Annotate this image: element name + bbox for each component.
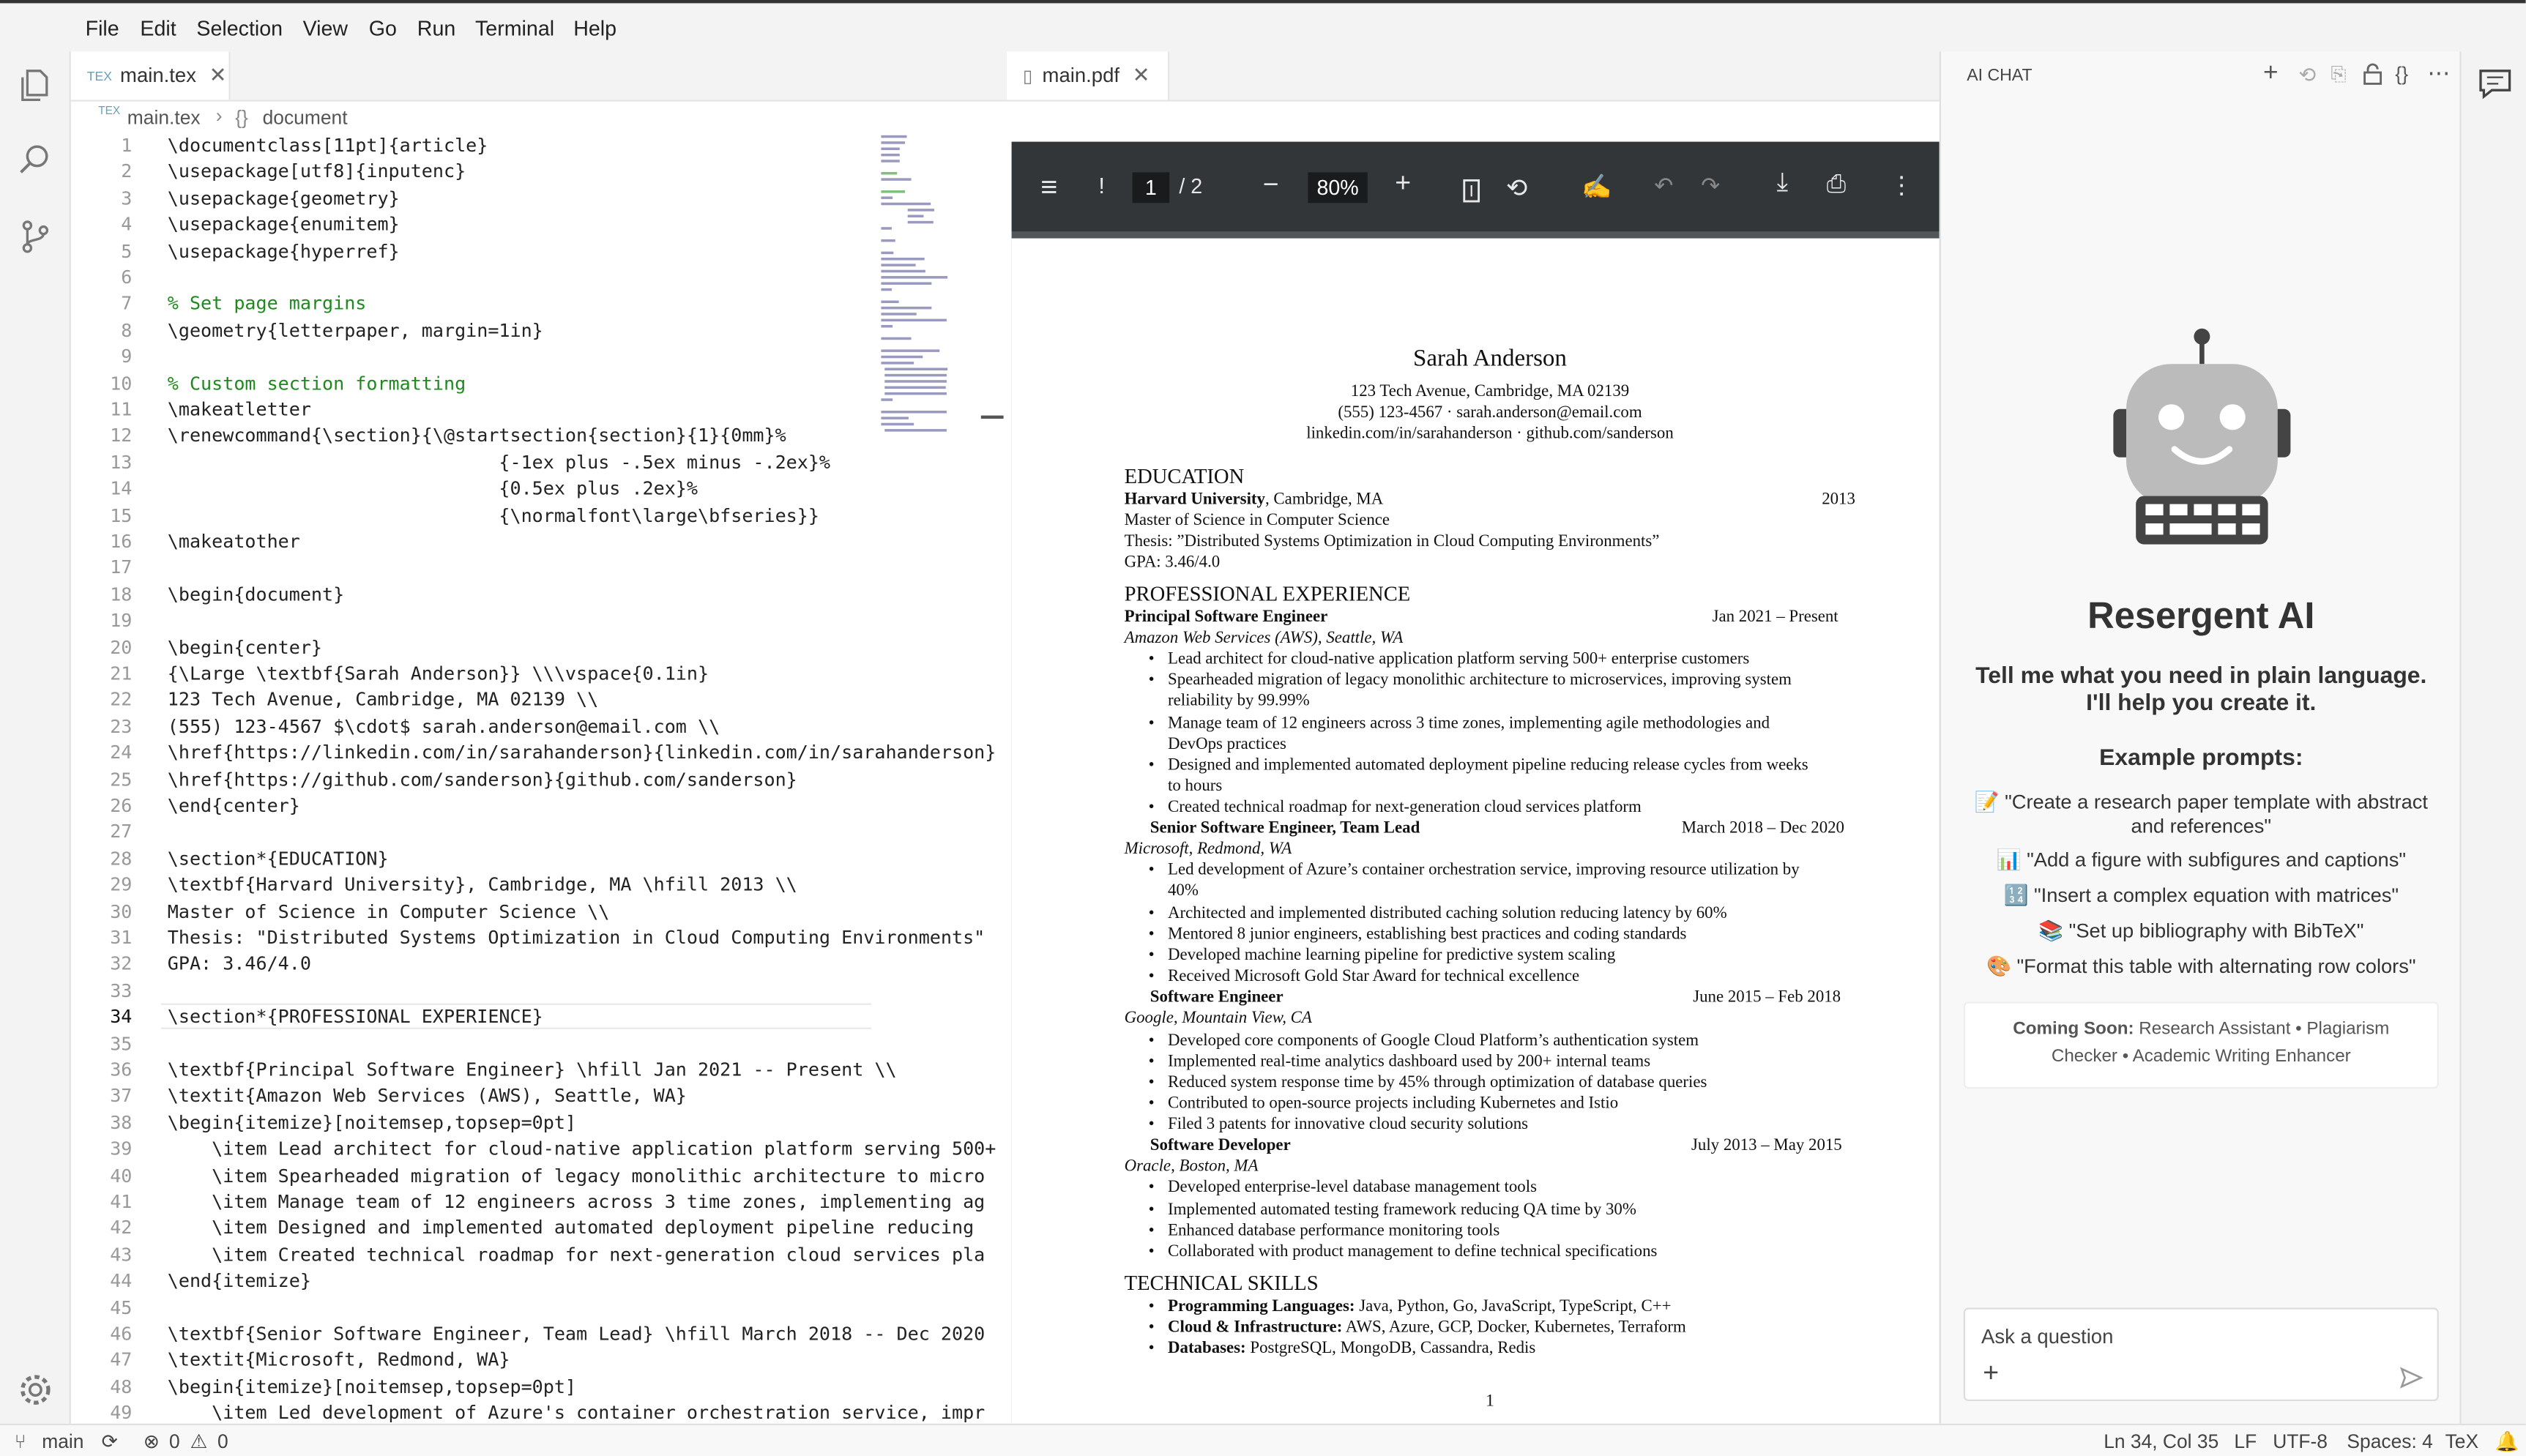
job-title: Principal Software Engineer [1124, 608, 1328, 627]
encoding[interactable]: UTF-8 [2273, 1430, 2328, 1453]
minimap-line [881, 270, 925, 273]
sync-icon[interactable]: ⟳ [101, 1430, 118, 1453]
coming-soon-line-2: Checker • Academic Writing Enhancer [2051, 1047, 2351, 1067]
menu-view[interactable]: View [302, 16, 349, 40]
code-line[interactable]: \item Led development of Azure's container orchestration service, impr [167, 1401, 986, 1425]
minimap-line [881, 203, 931, 206]
line-number: 8 [121, 318, 133, 341]
job-bullet: • Mentored 8 junior engineers, establishing best practices and coding standards [1168, 926, 1686, 944]
chevron-right-icon: › [215, 105, 223, 127]
edu-school: Harvard University [1124, 491, 1265, 509]
code-line[interactable]: \begin{itemize}[noitemsep,topsep=0pt] [167, 1375, 577, 1398]
line-number: 13 [110, 450, 133, 474]
job-bullet: • Reduced system response time by 45% through optimization of database queries [1168, 1074, 1707, 1091]
example-prompt-research-paper[interactable]: 📝 "Create a research paper template with abstract [1974, 791, 2428, 813]
menu-go[interactable]: Go [368, 16, 397, 40]
coming-soon-text: Research Assistant • Plagiarism [2134, 1019, 2390, 1039]
job-dates: Jan 2021 – Present [1712, 608, 1838, 627]
code-line[interactable]: GPA: 3.46/4.0 [167, 952, 311, 975]
job-bullet-continuation: reliability by 99.99% [1168, 692, 1310, 711]
new-chat-icon[interactable]: + [2263, 59, 2279, 87]
line-number: 18 [110, 582, 133, 605]
history-icon[interactable]: ⟲ [2298, 62, 2317, 87]
line-number: 31 [110, 926, 133, 949]
minimap-line [881, 319, 947, 322]
code-line[interactable]: \textbf{Senior Software Engineer, Team Lead} \hfill March 2018 -- Dec 2020 [167, 1322, 986, 1345]
send-icon[interactable] [2400, 1367, 2423, 1389]
example-prompt-bibliography[interactable]: 📚 "Set up bibliography with BibTeX" [2038, 919, 2364, 942]
job-bullet: • Contributed to open-source projects including Kubernetes and Istio [1168, 1095, 1618, 1113]
edu-degree: Master of Science in Computer Science [1124, 512, 1390, 530]
job-bullet: • Developed enterprise-level database management tools [1168, 1179, 1537, 1196]
menu-file[interactable]: File [85, 16, 119, 40]
line-number: 22 [110, 688, 133, 712]
line-number: 43 [110, 1242, 133, 1266]
language-mode[interactable]: TeX [2445, 1430, 2479, 1453]
tab-label: main.tex [120, 64, 196, 87]
branch-name[interactable]: main [42, 1430, 84, 1453]
search-icon[interactable] [16, 140, 55, 179]
code-line[interactable]: {\normalfont\large\bfseries}} [167, 503, 819, 526]
code-line[interactable]: \href{https://linkedin.com/in/sarahanderson}{linkedin.com/in/sarahanderson} [167, 741, 996, 764]
code-line[interactable]: % Set page margins [167, 292, 367, 315]
job-bullet: • Filed 3 patents for innovative cloud security solutions [1168, 1116, 1528, 1134]
minimap-line [881, 252, 893, 255]
line-number: 10 [110, 371, 133, 395]
editor-pane [71, 51, 1007, 1423]
error-icon[interactable]: ⊗ [143, 1430, 160, 1453]
skill-line [1168, 1319, 1686, 1337]
skill-value: AWS, Azure, GCP, Docker, Kubernetes, Terraform [1342, 1318, 1686, 1337]
download-icon[interactable]: ⤓ [1776, 169, 1789, 197]
minimap-line [881, 313, 916, 316]
line-number: 44 [110, 1269, 133, 1292]
line-number: 27 [110, 820, 133, 843]
examples-heading: Example prompts: [2099, 745, 2303, 772]
code-line[interactable]: \section*{PROFESSIONAL EXPERIENCE} [167, 1005, 543, 1028]
page-number-input[interactable]: 1 [1133, 172, 1170, 203]
code-line[interactable]: \usepackage{enumitem} [167, 212, 400, 236]
line-number: 20 [110, 635, 133, 658]
minimap-line [881, 264, 915, 266]
status-bar [0, 1424, 2526, 1456]
line-number: 49 [110, 1401, 133, 1425]
job-bullet: • Collaborated with product management to define technical specifications [1168, 1243, 1657, 1261]
menu-run[interactable]: Run [417, 16, 456, 40]
pdf-viewer-pane [1007, 51, 1940, 1423]
page-number: 1 [1486, 1393, 1494, 1411]
skill-line [1168, 1340, 1535, 1357]
tab-main-pdf[interactable] [1007, 51, 1169, 100]
edu-year: 2013 [1822, 491, 1855, 509]
pdf-toolbar [1012, 142, 1940, 232]
job-bullet-continuation: 40% [1168, 882, 1199, 900]
minimap-line [884, 387, 945, 389]
tex-file-icon: TEX [86, 68, 113, 83]
branch-icon: ⑂ [14, 1430, 26, 1453]
minimap-line [881, 172, 897, 175]
more-icon[interactable]: ⋯ [2427, 59, 2451, 86]
job-bullet: • Created technical roadmap for next-generation cloud services platform [1168, 799, 1642, 816]
line-number: 40 [110, 1163, 133, 1187]
coming-soon-label: Coming Soon: [2013, 1019, 2134, 1039]
minimap-line [881, 307, 931, 310]
example-prompt-research-paper-cont[interactable]: and references" [2131, 815, 2272, 837]
page-total: / 2 [1179, 173, 1203, 198]
chat-input[interactable]: Ask a question [1981, 1325, 2114, 1348]
scrollbar-thumb[interactable] [981, 416, 1004, 419]
code-line[interactable]: \begin{document} [167, 582, 345, 605]
line-number: 30 [110, 899, 133, 922]
code-line[interactable]: \begin{center} [167, 635, 323, 658]
line-number: 14 [110, 477, 133, 500]
edu-school-line [1125, 491, 1384, 509]
job-dates: June 2015 – Feb 2018 [1693, 988, 1841, 1007]
example-prompt-table[interactable]: 🎨 "Format this table with alternating row colors" [1986, 955, 2416, 978]
chat-header: AI CHAT [1967, 66, 2033, 86]
indentation[interactable]: Spaces: 4 [2347, 1430, 2433, 1453]
line-number: 17 [110, 556, 133, 579]
minimap-line [881, 417, 909, 419]
zoom-out-icon[interactable]: − [1262, 169, 1279, 200]
minimap[interactable] [873, 132, 1007, 438]
job-title: Software Developer [1150, 1137, 1291, 1155]
job-dates: March 2018 – Dec 2020 [1681, 819, 1844, 837]
minimap-line [908, 214, 924, 217]
editor-tab-bar [71, 51, 1007, 101]
line-number: 3 [121, 186, 133, 209]
skill-label: Cloud & Infrastructure: [1168, 1318, 1343, 1337]
code-line[interactable]: \makeatother [167, 529, 300, 553]
line-number: 42 [110, 1216, 133, 1239]
code-line[interactable]: (555) 123-4567 $\cdot$ sarah.anderson@email.com \\ [167, 714, 720, 738]
rotate-icon[interactable]: ⟲ [1506, 175, 1528, 204]
menu-help[interactable]: Help [573, 16, 617, 40]
line-number: 35 [110, 1031, 133, 1055]
job-bullet-continuation: DevOps practices [1168, 736, 1286, 754]
skill-value: PostgreSQL, MongoDB, Cassandra, Redis [1245, 1340, 1536, 1358]
export-icon[interactable]: ⎘ [2331, 62, 2347, 86]
minimap-line [884, 367, 947, 370]
minimap-line [908, 221, 934, 224]
code-line[interactable]: \end{itemize} [167, 1269, 311, 1292]
line-number: 37 [110, 1084, 133, 1108]
job-bullet: • Developed machine learning pipeline for predictive system scaling [1168, 947, 1615, 965]
line-number: 48 [110, 1375, 133, 1398]
assistant-title: Resergent AI [2087, 594, 2315, 636]
fit-page-icon[interactable] [1463, 179, 1480, 203]
line-number: 28 [110, 846, 133, 870]
minimap-line [881, 337, 911, 340]
code-line[interactable]: \item Lead architect for cloud-native application platform serving 500+ [167, 1137, 996, 1160]
job-bullet: • Implemented real-time analytics dashboard used by 200+ internal teams [1168, 1053, 1650, 1071]
menu-selection[interactable]: Selection [196, 16, 283, 40]
line-number: 15 [110, 503, 133, 526]
breadcrumb [71, 102, 1007, 134]
close-tab-icon[interactable]: ✕ [209, 62, 227, 87]
warning-icon[interactable]: ⚠ [190, 1430, 208, 1453]
line-number: 36 [110, 1058, 133, 1081]
menu-bar [0, 0, 2526, 51]
job-company: Oracle, Boston, MA [1124, 1157, 1259, 1176]
code-line[interactable]: {-1ex plus -.5ex minus -.2ex}% [167, 450, 831, 474]
minimap-line [881, 349, 939, 352]
minimap-line [881, 239, 895, 242]
minimap-line [881, 141, 905, 144]
close-tab-icon[interactable]: ✕ [1132, 62, 1150, 87]
minimap-line [881, 160, 899, 163]
minimap-line [881, 190, 905, 193]
print-icon[interactable]: ⎙ [1826, 171, 1847, 198]
line-number: 23 [110, 714, 133, 738]
code-line[interactable]: {\Large \textbf{Sarah Anderson}} \\\vspace{0.1in} [167, 662, 709, 684]
cursor-position[interactable]: Ln 34, Col 35 [2104, 1430, 2219, 1453]
chat-bubble-icon[interactable] [2478, 67, 2513, 100]
resume-name: Sarah Anderson [1413, 346, 1567, 373]
minimap-line [881, 154, 899, 157]
line-number: 6 [121, 266, 133, 288]
line-number: 4 [121, 212, 133, 236]
annotate-pen-icon[interactable]: ✍ [1581, 173, 1612, 201]
line-ending[interactable]: LF [2234, 1430, 2257, 1453]
job-dates: July 2013 – May 2015 [1691, 1137, 1842, 1155]
code-line[interactable]: \usepackage{geometry} [167, 186, 400, 209]
line-number: 12 [110, 424, 133, 447]
hamburger-menu-icon[interactable]: ≡ [1040, 171, 1058, 204]
line-number: 32 [110, 952, 133, 975]
skill-label: Programming Languages: [1168, 1298, 1355, 1316]
minimap-line [881, 135, 906, 138]
code-line[interactable]: \makeatletter [167, 397, 311, 421]
line-number: 24 [110, 741, 133, 764]
line-number: 1 [121, 133, 133, 157]
tagline-line-2: I'll help you create it. [2086, 690, 2317, 717]
line-number: 34 [110, 1005, 133, 1028]
minimap-line [908, 209, 934, 212]
braces-icon[interactable]: {} [2395, 62, 2409, 86]
tab-label: main.pdf [1042, 64, 1120, 87]
job-bullet: • Enhanced database performance monitoring tools [1168, 1222, 1499, 1240]
tex-file-icon: TEX [98, 106, 121, 118]
resume-contact: (555) 123-4567 · sarah.anderson@email.com [1338, 404, 1642, 422]
robot-icon [2110, 329, 2294, 549]
undo-icon[interactable]: ↶ [1654, 172, 1674, 198]
minimap-line [881, 325, 893, 328]
minimap-line [884, 380, 947, 383]
line-number: 5 [121, 239, 133, 262]
minimap-line [881, 362, 914, 365]
line-number: 39 [110, 1137, 133, 1160]
job-title: Senior Software Engineer, Team Lead [1150, 819, 1420, 837]
minimap-line [881, 227, 892, 230]
minimap-line [884, 374, 947, 377]
code-line[interactable]: \usepackage{hyperref} [167, 239, 400, 262]
notification-bell-icon[interactable]: 🔔 [2495, 1430, 2519, 1453]
job-company: Google, Mountain View, CA [1124, 1009, 1312, 1028]
line-number: 19 [110, 609, 133, 632]
line-number: 46 [110, 1322, 133, 1345]
skill-line [1168, 1298, 1672, 1315]
minimap-line [884, 392, 947, 395]
breadcrumb-symbol[interactable]: document [262, 106, 348, 129]
more-options-icon[interactable]: ⋮ [1889, 172, 1914, 200]
code-line[interactable]: \begin{itemize}[noitemsep,topsep=0pt] [167, 1110, 577, 1134]
pdf-viewport[interactable] [1012, 232, 1940, 1424]
code-line[interactable]: \textbf{Principal Software Engineer} \hfill Jan 2021 -- Present \\ [167, 1058, 897, 1081]
minimap-line [881, 398, 893, 401]
edu-thesis: Thesis: ”Distributed Systems Optimization in Cloud Computing Environments” [1124, 533, 1660, 551]
job-bullet: • Architected and implemented distributed caching solution reducing latency by 60% [1168, 905, 1727, 922]
code-line[interactable]: \item Created technical roadmap for next-generation cloud services pla [167, 1242, 986, 1266]
example-prompt-equation[interactable]: 🔢 "Insert a complex equation with matrices" [2003, 884, 2399, 907]
document-title-icon: ! [1098, 172, 1105, 198]
code-line[interactable]: 123 Tech Avenue, Cambridge, MA 02139 \\ [167, 688, 599, 712]
line-number: 33 [110, 979, 133, 1001]
activity-bar [0, 51, 71, 1423]
code-line[interactable]: \usepackage[utf8]{inputenc} [167, 160, 466, 183]
code-line[interactable]: \item Manage team of 12 engineers across 3 time zones, implementing ag [167, 1190, 986, 1213]
menu-terminal[interactable]: Terminal [475, 16, 555, 40]
job-company: Amazon Web Services (AWS), Seattle, WA [1124, 630, 1404, 648]
minimap-line [881, 288, 892, 291]
chat-input-box[interactable] [1964, 1307, 2439, 1401]
coming-soon-box [1964, 1001, 2439, 1089]
skill-value: Java, Python, Go, JavaScript, TypeScript, C++ [1355, 1298, 1672, 1316]
example-prompt-figure[interactable]: 📊 "Add a figure with subfigures and captions" [1996, 848, 2407, 872]
minimap-line [881, 411, 947, 414]
source-control-icon[interactable] [16, 217, 55, 256]
line-number: 21 [110, 662, 133, 684]
code-line[interactable]: \textit{Amazon Web Services (AWS), Seattle, WA} [167, 1084, 687, 1108]
code-line[interactable]: % Custom section formatting [167, 371, 466, 395]
pdf-file-icon: ▯ [1023, 67, 1033, 86]
minimap-line [881, 148, 899, 151]
minimap-line [881, 282, 931, 285]
code-line[interactable]: {0.5ex plus .2ex}% [167, 477, 698, 500]
explorer-icon[interactable] [16, 66, 55, 105]
code-line[interactable]: \textit{Microsoft, Redmond, WA} [167, 1348, 510, 1372]
settings-gear-icon[interactable] [16, 1370, 55, 1409]
job-bullet: • Lead architect for cloud-native application platform serving 500+ enterprise customers [1168, 651, 1749, 668]
skill-label: Databases: [1168, 1340, 1246, 1358]
line-number: 2 [121, 160, 133, 183]
job-bullet: • Developed core components of Google Cloud Platform’s authentication system [1168, 1032, 1699, 1050]
code-line[interactable]: \section*{EDUCATION} [167, 846, 389, 870]
minimap-line [881, 356, 923, 359]
lock-icon[interactable] [2363, 64, 2382, 86]
section-heading-skills: TECHNICAL SKILLS [1124, 1270, 1319, 1295]
minimap-line [881, 258, 924, 261]
line-number: 26 [110, 794, 133, 817]
section-heading-experience: PROFESSIONAL EXPERIENCE [1124, 581, 1411, 606]
edu-gpa: GPA: 3.46/4.0 [1124, 553, 1221, 572]
secondary-activity-bar [2459, 51, 2525, 1423]
code-line[interactable]: \renewcommand{\section}{\@startsection{section}{1}{0mm}% [167, 424, 786, 447]
code-line[interactable]: \geometry{letterpaper, margin=1in} [167, 318, 543, 341]
pdf-tab-bar [1007, 51, 1940, 101]
line-number: 11 [110, 397, 133, 421]
minimap-line [881, 276, 947, 279]
job-bullet: • Designed and implemented automated deployment pipeline reducing release cycles from weeks [1168, 757, 1808, 774]
attach-plus-icon[interactable]: + [1983, 1357, 2000, 1389]
resume-address: 123 Tech Avenue, Cambridge, MA 02139 [1350, 383, 1630, 401]
code-line[interactable]: Thesis: "Distributed Systems Optimization in Cloud Computing Environments" [167, 926, 986, 949]
menu-edit[interactable]: Edit [140, 16, 176, 40]
line-number: 38 [110, 1110, 133, 1134]
code-line[interactable]: \item Spearheaded migration of legacy monolithic architecture to micro [167, 1163, 986, 1187]
tagline-line-1: Tell me what you need in plain language. [1975, 663, 2427, 690]
job-bullet: • Implemented automated testing framework reducing QA time by 30% [1168, 1201, 1636, 1219]
line-number: 25 [110, 767, 133, 791]
minimap-line [881, 301, 898, 304]
line-number: 29 [110, 873, 133, 896]
tab-main-tex[interactable] [71, 51, 231, 100]
error-count[interactable]: 0 [169, 1430, 180, 1453]
resume-links[interactable]: linkedin.com/in/sarahanderson · github.com/sanderson [1306, 425, 1674, 443]
line-number: 47 [110, 1348, 133, 1372]
line-number: 7 [121, 292, 133, 315]
job-company: Microsoft, Redmond, WA [1124, 840, 1292, 859]
job-bullet: • Received Microsoft Gold Star Award for technical excellence [1168, 968, 1579, 985]
minimap-line [881, 423, 914, 426]
breadcrumb-file[interactable]: main.tex [127, 106, 201, 129]
edu-place: , Cambridge, MA [1264, 491, 1384, 509]
job-bullet-continuation: to hours [1168, 777, 1223, 796]
pdf-page [1012, 239, 1940, 1430]
code-line[interactable]: \end{center} [167, 794, 300, 817]
section-heading-education: EDUCATION [1124, 463, 1245, 488]
line-number: 16 [110, 529, 133, 553]
line-number: 45 [110, 1296, 133, 1318]
ai-chat-panel [1940, 51, 2460, 1423]
minimap-line [884, 429, 947, 432]
code-line[interactable]: \documentclass[11pt]{article} [167, 133, 488, 157]
coming-soon-line-1 [1965, 1020, 2437, 1039]
job-bullet: • Manage team of 12 engineers across 3 time zones, implementing agile methodologies and [1168, 715, 1770, 733]
braces-icon: {} [235, 106, 248, 129]
job-bullet: • Led development of Azure’s container orchestration service, improving resource utilization by [1168, 862, 1800, 879]
job-bullet: • Spearheaded migration of legacy monolithic architecture to microservices, improving system [1168, 671, 1792, 689]
minimap-line [881, 178, 911, 181]
code-line[interactable]: \item Designed and implemented automated deployment pipeline reducing [167, 1216, 975, 1239]
zoom-in-icon[interactable]: + [1395, 167, 1412, 198]
code-line[interactable]: \href{https://github.com/sanderson}{github.com/sanderson} [167, 767, 797, 791]
code-line[interactable]: Master of Science in Computer Science \\ [167, 899, 610, 922]
line-number: 41 [110, 1190, 133, 1213]
redo-icon[interactable]: ↷ [1701, 172, 1721, 198]
minimap-line [881, 196, 893, 199]
line-number: 9 [121, 345, 133, 368]
zoom-input[interactable]: 80% [1308, 172, 1367, 203]
warning-count[interactable]: 0 [217, 1430, 228, 1453]
code-line[interactable]: \textbf{Harvard University}, Cambridge, MA \hfill 2013 \\ [167, 873, 797, 896]
code-editor[interactable] [71, 132, 996, 1425]
job-title: Software Engineer [1150, 988, 1284, 1007]
